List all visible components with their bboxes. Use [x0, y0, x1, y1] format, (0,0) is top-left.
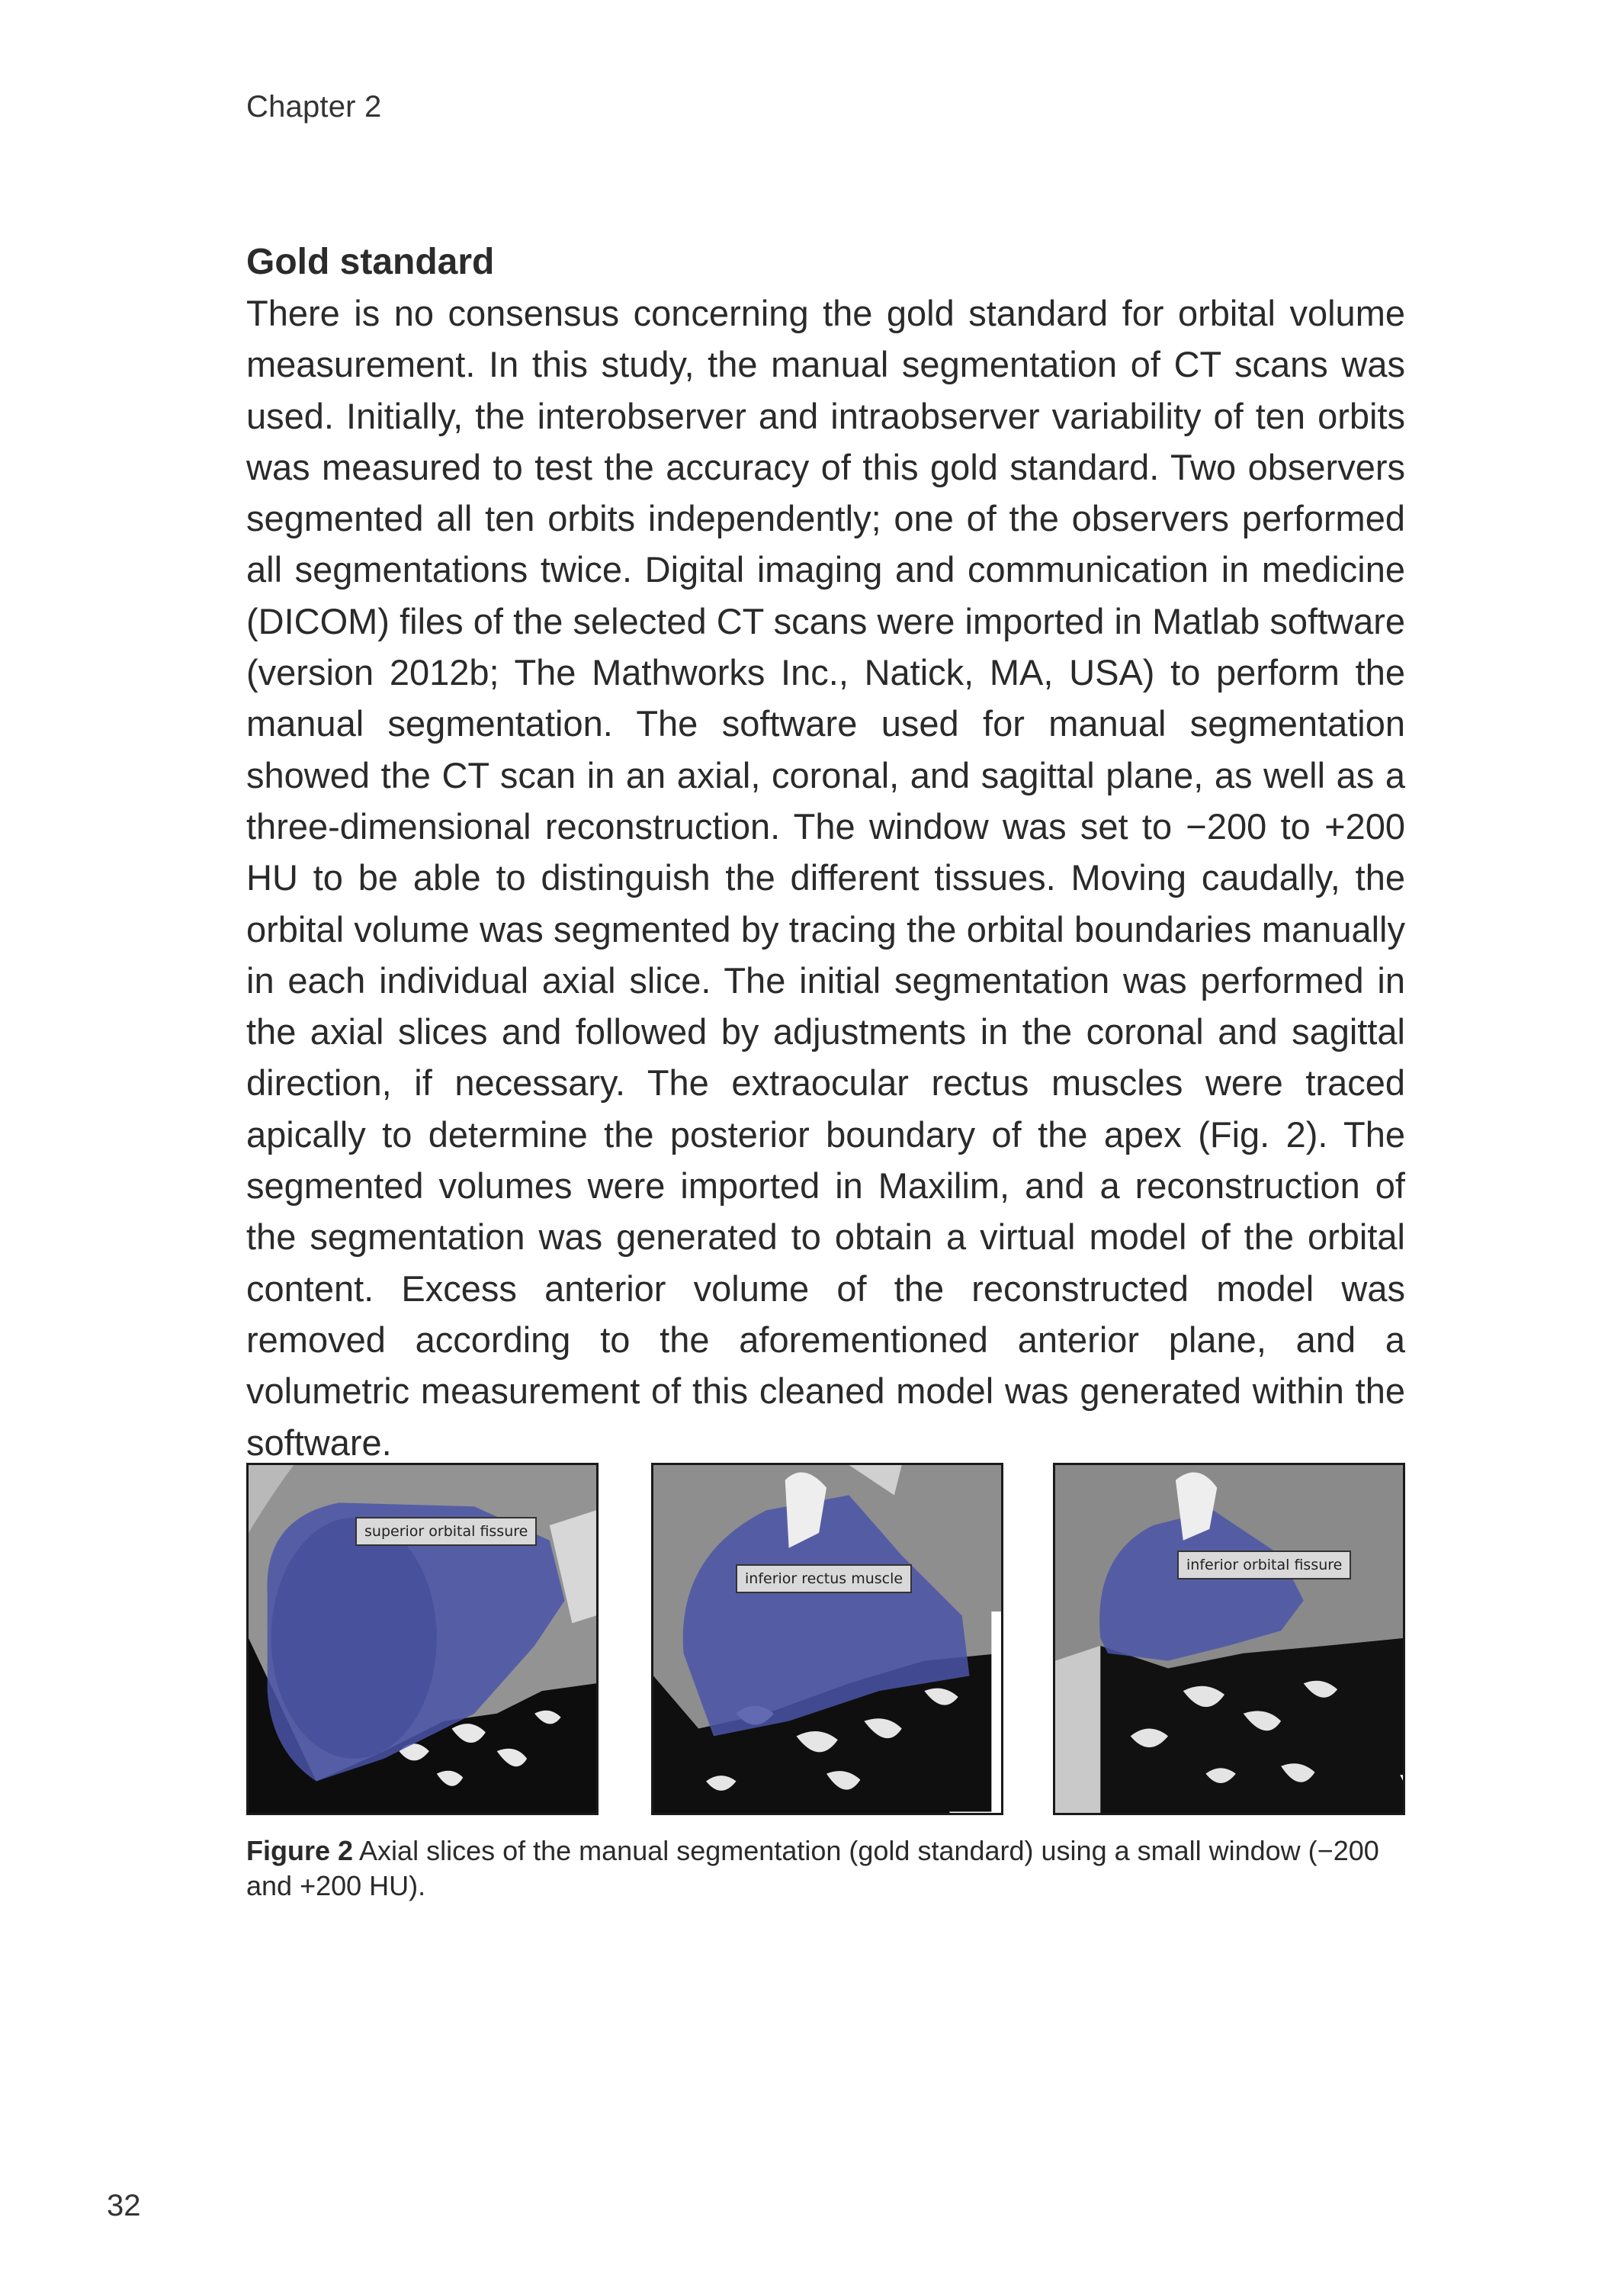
ct-slice-panel-3: [1053, 1463, 1405, 1815]
down-arrow-icon: [1301, 1589, 1405, 1815]
running-header: Chapter 2: [246, 90, 382, 124]
down-arrow-icon: [839, 1612, 1003, 1815]
ct-slice-panel-2: [651, 1463, 1003, 1815]
figure-caption-text: Axial slices of the manual segmentation (gold standard) using a small window (−200 and +200 HU).: [246, 1835, 1379, 1901]
ct-label-2: inferior rectus muscle: [736, 1564, 912, 1593]
gold-standard-section: [246, 236, 1405, 1468]
down-arrow-icon: [567, 1558, 599, 1815]
ct-label-3: inferior orbital fissure: [1177, 1551, 1351, 1579]
figure-2: [246, 1463, 1405, 1815]
page-number: 32: [107, 2189, 141, 2222]
figure-caption-label: Figure 2: [246, 1835, 354, 1866]
body-paragraph: There is no consensus concerning the gold standard for orbital volume measurement. In this study, the manual segmentation of CT scans was used. Initially, the interobserver and intraobserver variability of ten orbits was measured to test the accuracy of this gold standard. Two observers segmented all ten orbits independently; one of the observers performed all segmentations twice. Digital imaging and communication in medicine (DICOM) files of the selected CT scans were imported in Matlab software (version 2012b; The Mathworks Inc., Natick, MA, USA) to perform the manual segmentation. The software used for manual segmentation showed the CT scan in an axial, coronal, and sagittal plane, as well as a three-dimensional reconstruction. The window was set to −200 to +200 HU to be able to distinguish the different tissues. Moving caudally, the orbital volume was segmented by tracing the orbital boundaries manually in each individual axial slice. The initial segmentation was performed in the axial slices and followed by adjustments in the coronal and sagittal direction, if necessary. The extraocular rectus muscles were traced apically to determine the posterior boundary of the apex (Fig. 2). The segmented volumes were imported in Maxilim, and a reconstruction of the segmentation was generated to obtain a virtual model of the orbital content. Excess anterior volume of the reconstructed model was removed according to the aforementioned anterior plane, and a volumetric measurement of this cleaned model was generated within the software.: [246, 293, 1405, 1463]
ct-label-1: superior orbital fissure: [355, 1517, 537, 1546]
figure-caption: [246, 1833, 1405, 1904]
section-heading: Gold standard: [246, 242, 495, 282]
ct-slice-panel-1: [246, 1463, 599, 1815]
